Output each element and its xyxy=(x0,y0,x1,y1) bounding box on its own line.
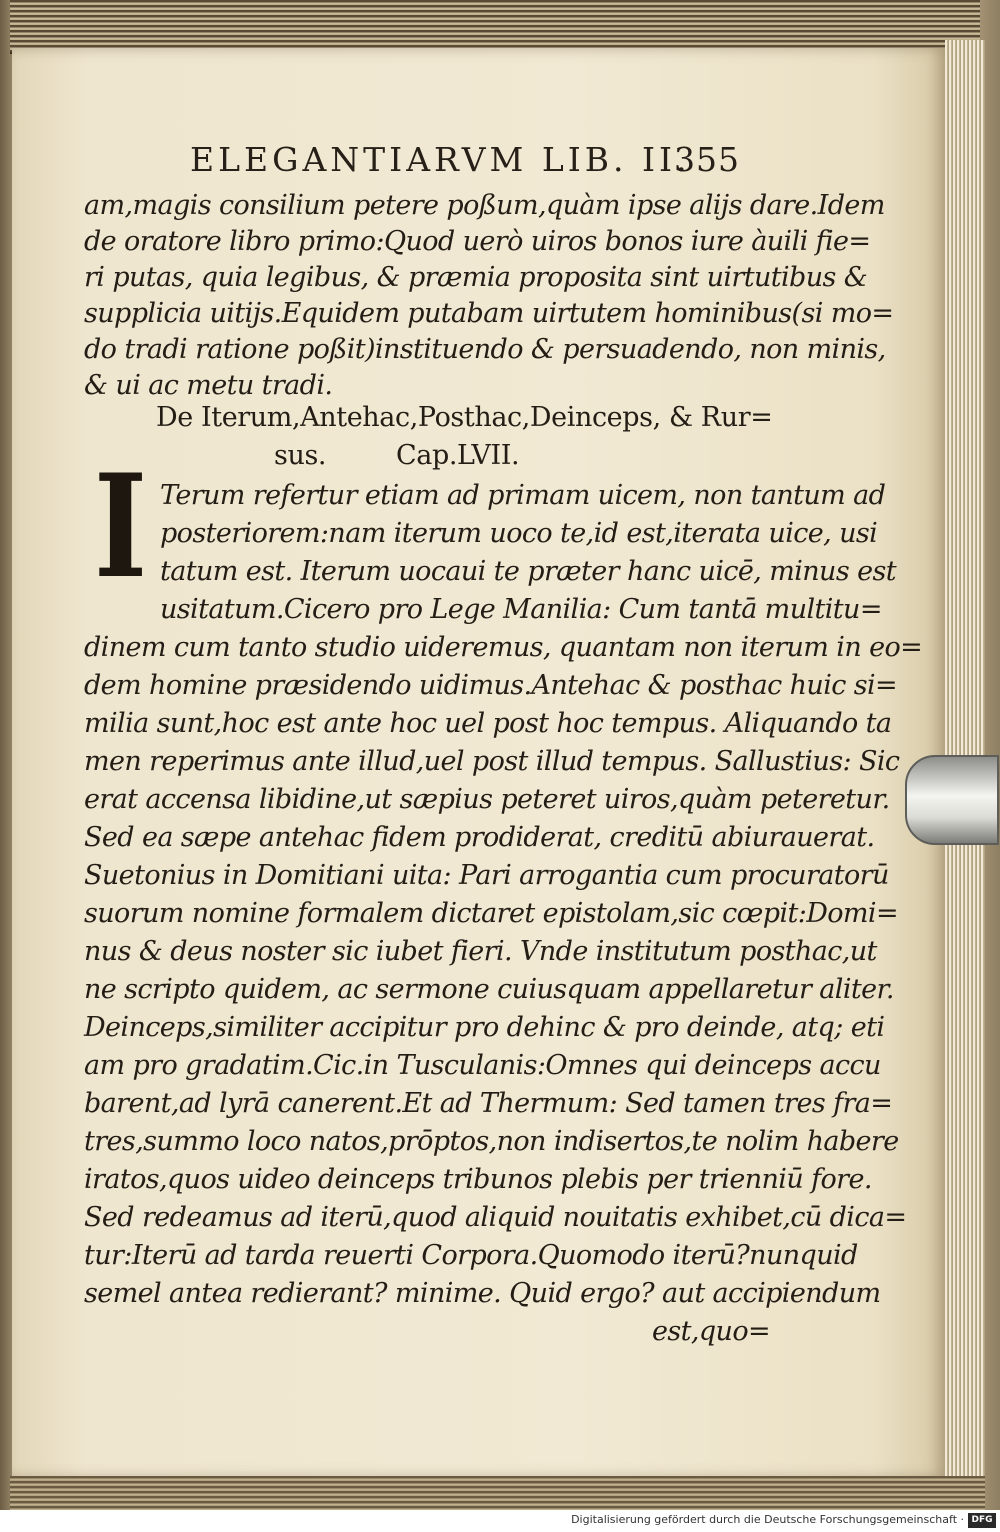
text-line: dinem cum tanto studio uideremus, quantam non iterum in eo= xyxy=(84,632,923,663)
book-bottom-edge xyxy=(10,1476,985,1510)
dfg-logo: DFG xyxy=(968,1513,996,1528)
text-line: tur:Iterū ad tarda reuerti Corpora.Quomodo iterū?nunquid xyxy=(84,1240,858,1271)
text-line: ne scripto quidem, ac sermone cuiusquam appellaretur aliter. xyxy=(84,974,894,1005)
text-line: supplicia uitijs.Equidem putabam uirtutem hominibus(si mo= xyxy=(84,298,894,329)
text-line: semel antea redierant? minime. Quid ergo? aut accipiendum xyxy=(84,1278,881,1309)
footer-bar xyxy=(0,1510,1000,1532)
text-line: Deinceps,similiter accipitur pro dehinc & pro deinde, atq; eti xyxy=(84,1012,885,1043)
text-line: men reperimus ante illud,uel post illud tempus. Sallustius: Sic xyxy=(84,746,900,777)
text-line: milia sunt,hoc est ante hoc uel post hoc tempus. Aliquando ta xyxy=(84,708,892,739)
text-line: dem homine præsidendo uidimus.Antehac & posthac huic si= xyxy=(84,670,898,701)
text-line: suorum nomine formalem dictaret epistolam,sic cœpit:Domi= xyxy=(84,898,898,929)
footer-credit: Digitalisierung gefördert durch die Deutsche Forschungsgemeinschaft · xyxy=(571,1513,964,1526)
text-line: ri putas, quia legibus, & præmia proposita sint uirtutibus & xyxy=(84,262,868,293)
text-line: Terum refertur etiam ad primam uicem, non tantum ad xyxy=(160,480,886,511)
chapter-heading: De Iterum,Antehac,Posthac,Deinceps, & Rur= xyxy=(156,402,773,433)
book-top-edge xyxy=(10,0,980,54)
page-number: 355 xyxy=(674,140,740,179)
text-line: Suetonius in Domitiani uita: Pari arrogantia cum procuratorū xyxy=(84,860,889,891)
text-line: & ui ac metu tradi. xyxy=(84,370,333,401)
text-line: am pro gradatim.Cic.in Tusculanis:Omnes qui deinceps accu xyxy=(84,1050,881,1081)
text-line: de oratore libro primo:Quod uerò uiros bonos iure àuili fie= xyxy=(84,226,871,257)
running-head-title: ELEGANTIARVM LIB. II. xyxy=(190,140,691,179)
text-line: posteriorem:nam iterum uoco te,id est,iterata uice, usi xyxy=(160,518,878,549)
chapter-heading-cont: sus. xyxy=(274,440,327,471)
text-line: erat accensa libidine,ut sæpius peteret uiros,quàm peteretur. xyxy=(84,784,890,815)
page-clip xyxy=(905,755,999,845)
text-line: am,magis consilium petere poßum,quàm ipse alijs dare.Idem xyxy=(84,190,885,221)
text-line: nus & deus noster sic iubet fieri. Vnde institutum posthac,ut xyxy=(84,936,877,967)
text-line: iratos,quos uideo deinceps tribunos plebis per trienniū fore. xyxy=(84,1164,872,1195)
text-line: est,quo= xyxy=(652,1316,771,1347)
text-line: tres,summo loco natos,prōptos,non indisertos,te nolim habere xyxy=(84,1126,899,1157)
text-line: do tradi ratione poßit)instituendo & persuadendo, non minis, xyxy=(84,334,886,365)
drop-cap: I xyxy=(94,444,148,610)
text-line: Sed redeamus ad iterū,quod aliquid nouitatis exhibet,cū dica= xyxy=(84,1202,907,1233)
chapter-number: Cap.LVII. xyxy=(396,440,520,471)
text-line: Sed ea sæpe antehac fidem prodiderat, creditū abiurauerat. xyxy=(84,822,875,853)
text-line: tatum est. Iterum uocaui te præter hanc uicē, minus est xyxy=(160,556,896,587)
text-line: usitatum.Cicero pro Lege Manilia: Cum tantā multitu= xyxy=(160,594,882,625)
text-line: barent,ad lyrā canerent.Et ad Thermum: Sed tamen tres fra= xyxy=(84,1088,893,1119)
